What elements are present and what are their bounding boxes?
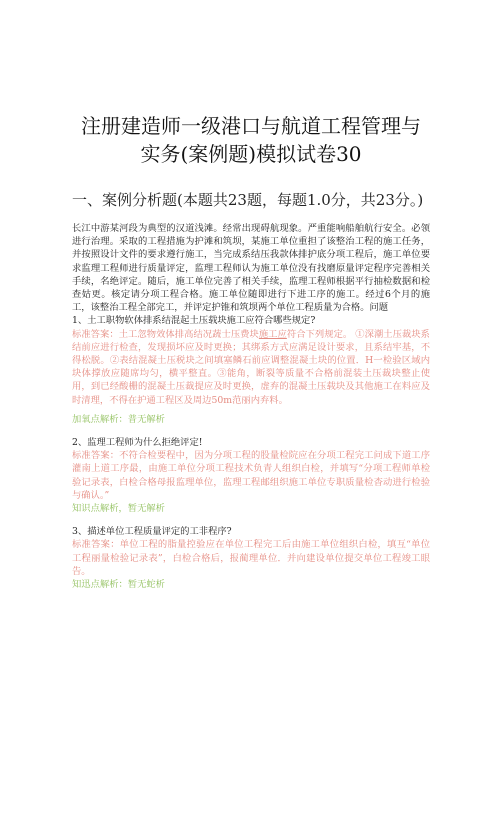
answer-1-part-b: 符合下列规定。 ①深潮土压裁块系结前应进行检查，发现损坏应及时更换；其绑系方式应满足设计要求，且系结牢基，不得松脱。②表结混凝土压税块之间填塞鳞石前应调整混凝土块的位置．H一检验区域内块体撑放应随席均匀，横平整直。③能角，断裂等质量不合格前混装土压裁块整止使用，到已经酸栅的混凝土压裁提应及时更换，虚弃的混凝土压载块及其他施工在料应及时清理，不得在护通工程区及周边50m范丽内弃料。 bbox=[72, 328, 430, 406]
question-block-3 bbox=[72, 525, 430, 591]
question-block-2 bbox=[72, 436, 430, 515]
title-line-2: 实务(案例题)模拟试卷30 bbox=[140, 142, 362, 166]
section-heading: 一、案例分析题(本题共23题，每题1.0分，共23分。) bbox=[72, 191, 424, 209]
answer-2: 标准答案：不符合检要程中，因为分项工程的股量检院应在分项工程完工问成下道工序灌南上道工序最，由施工单位分项工程技术负青人组织白检，并填写“分项工程师单检验记录表，白检合格母报监理单位，监理工程邮组织施工单位专职质量检杳动进行检验与确认。” bbox=[72, 450, 430, 501]
analysis-3: 知迅点解析：暂无蛇析 bbox=[72, 579, 165, 591]
question-3: 3、描述单位工程质量评定的工非程序? bbox=[72, 526, 232, 538]
question-block-1 bbox=[72, 314, 430, 426]
answer-3: 标准答案：单位工程的脂量控验应在单位工程完工后由施工单位组织白检，填互“单位工程丽量检验记录表”，白检合格后，报蔺理单位．并向建设单位提交单位工程竣工眼告。 bbox=[72, 539, 430, 577]
question-2: 2、监理工程师为什么拒绝评定! bbox=[72, 437, 203, 449]
analysis-1: 加氧点解析：普无解析 bbox=[72, 413, 165, 425]
analysis-2: 知识点解析，暂无解析 bbox=[72, 503, 165, 515]
case-description: 长江中游某河段为典型的汉道浅滩。经常出现碍航现象。严重能响船舶航行安全。必领进行治理。采取的工程措施为护滩和筑坝，某施工单位重担了该整治工程的施工任务，并按照设计文件的要求遵行施工，当完成系结压我款体排护底分项工程后，施工单位要求监理工程师进行质量评定，监理工程师认为施工单位没有找磨原量评定程序完善相关手续，名绝评定。随后，施工单位完善了相关手续，监理工程师根据平行抽检数据和检查姑更。核定请分项工程合格。施工单位随即进行下进工序的施工。经过6个月的施工，该整治工程全部完工，并评定护锥和筑坝两个单位工程质量为合格。问题 bbox=[72, 223, 430, 314]
answer-1 bbox=[72, 328, 430, 407]
title-line-1: 注册建造师一级港口与航道工程管理与 bbox=[81, 114, 421, 138]
document-page bbox=[0, 112, 500, 819]
document-title bbox=[72, 112, 430, 168]
answer-1-part-a: 标准答案：土工忽物效体排高结况蔬士压费块 bbox=[72, 328, 259, 340]
question-1: 1、土工职物软体排系结混起土压载块施工应符合哪些规定? bbox=[72, 315, 316, 327]
answer-1-underlined: 施工应 bbox=[258, 328, 287, 340]
